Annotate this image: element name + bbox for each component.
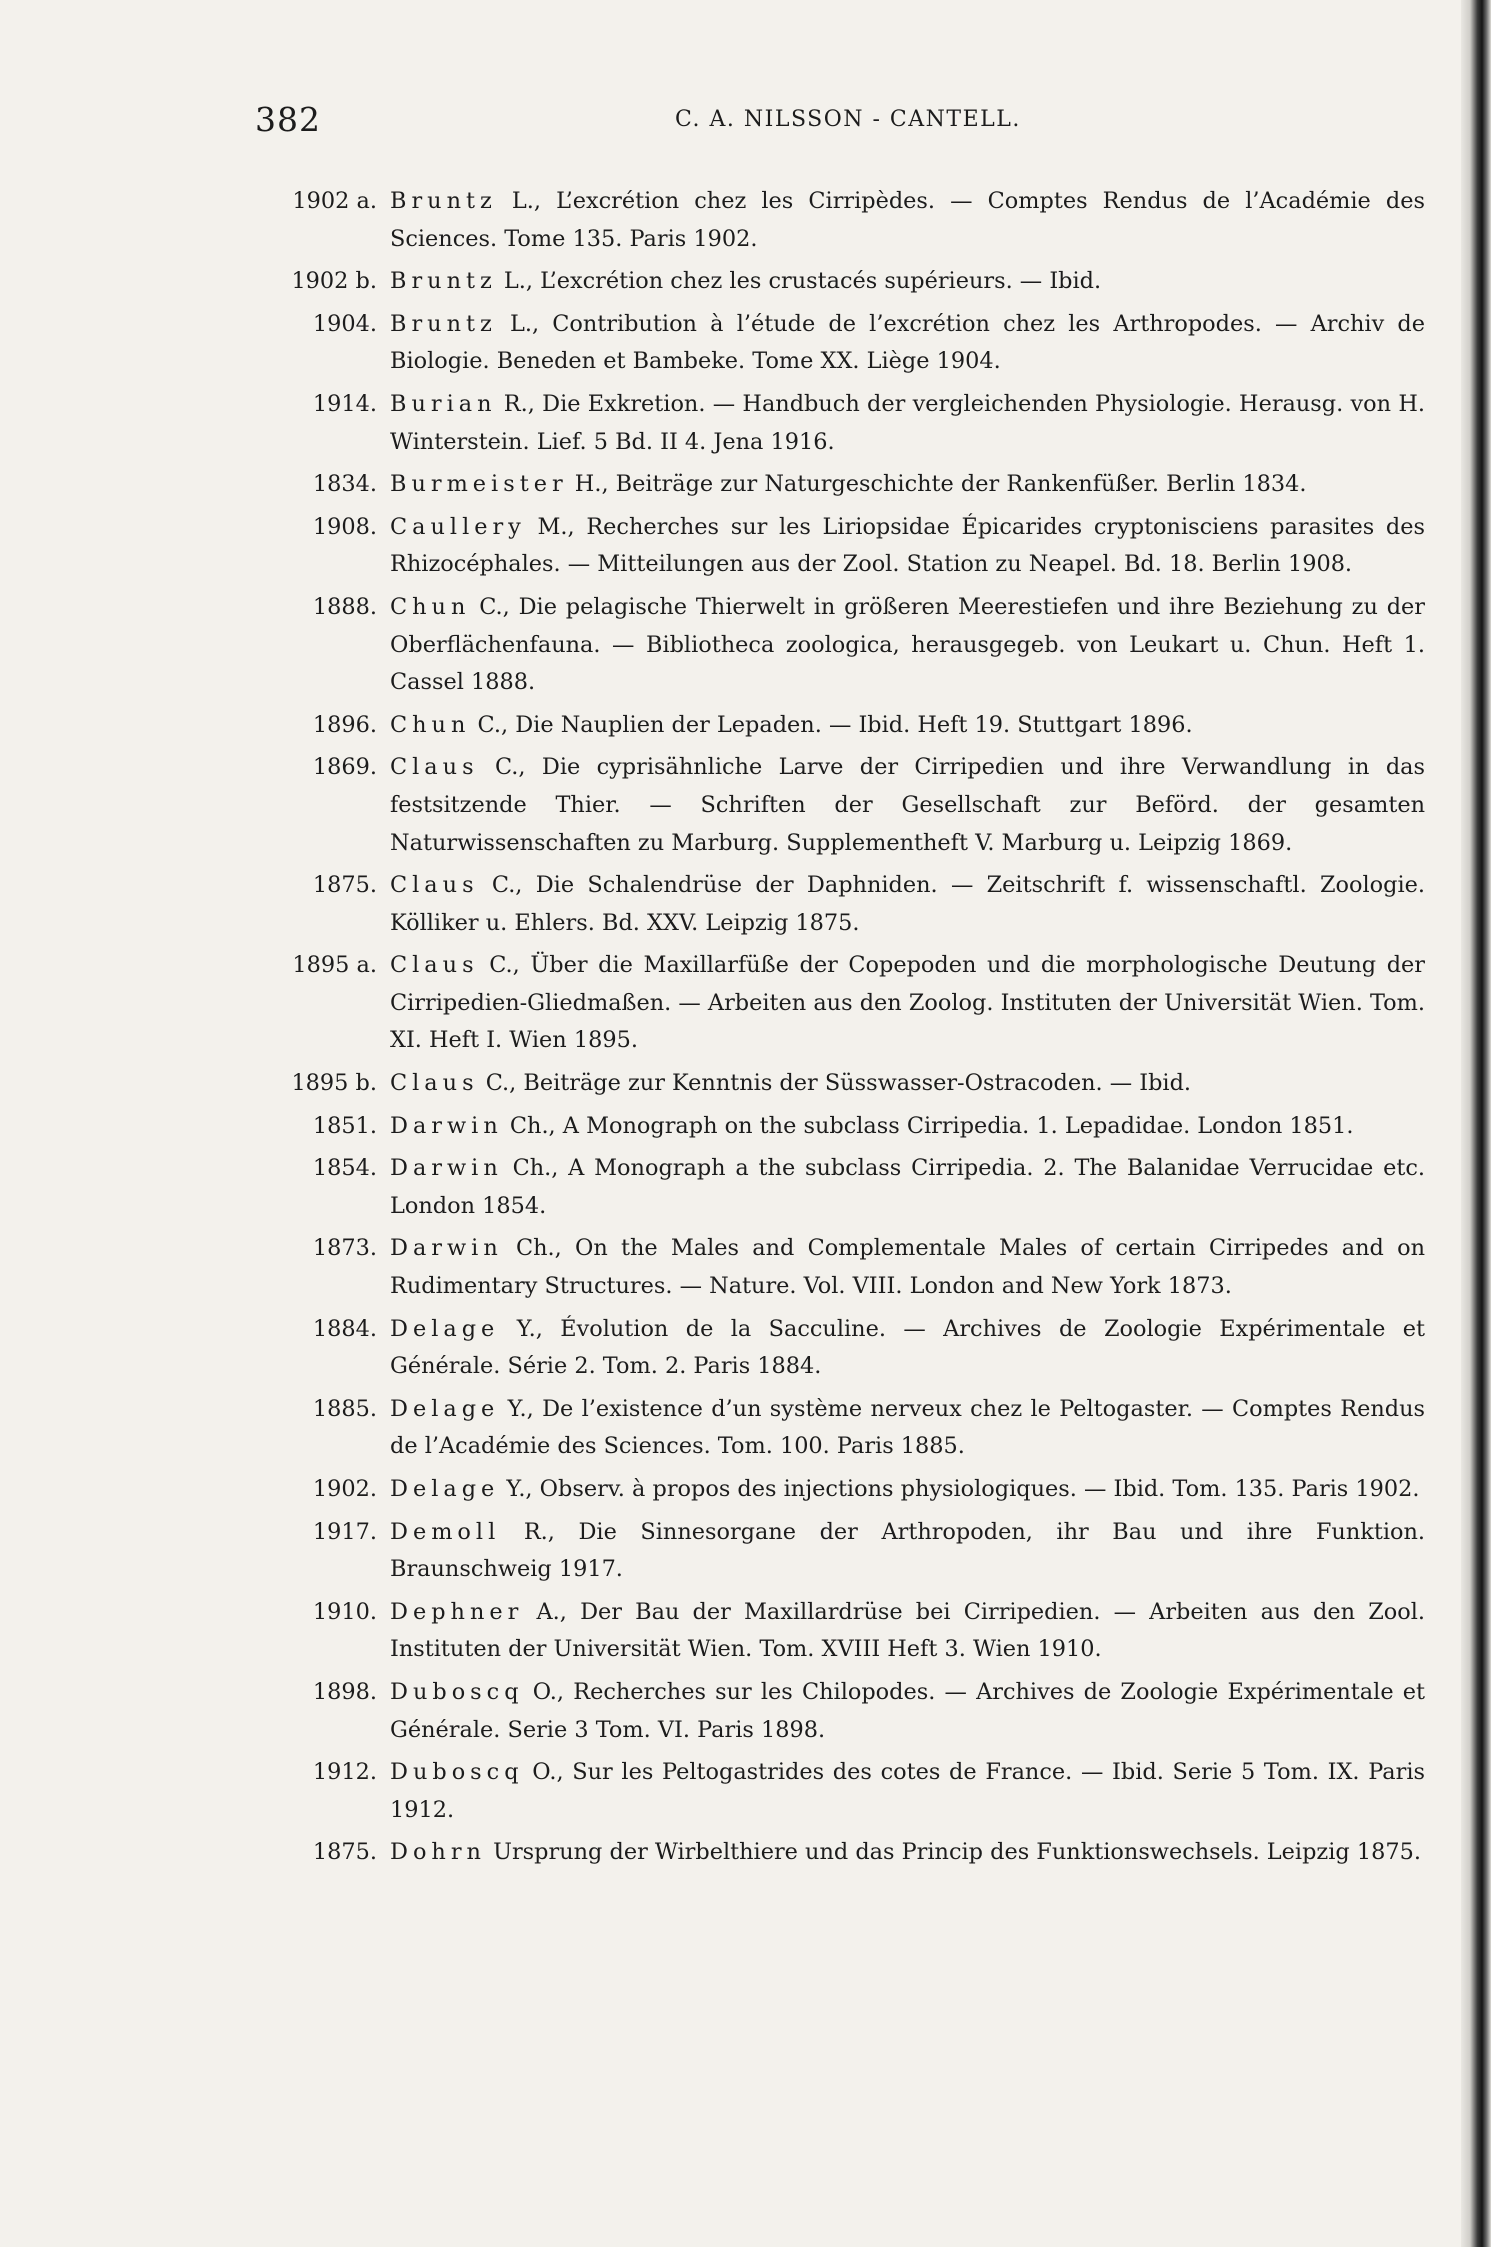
reference-year: 1902 b. xyxy=(291,268,377,295)
reference-year: 1854. xyxy=(312,1155,377,1182)
reference-entry xyxy=(255,183,1425,258)
reference-author: Bruntz xyxy=(390,188,497,214)
page-binding-edge xyxy=(1461,0,1491,2247)
reference-entry xyxy=(255,1108,1425,1146)
reference-year: 1898. xyxy=(312,1678,377,1705)
reference-entry xyxy=(255,1230,1425,1305)
reference-text: Y., Évolution de la Sacculine. — Archives de Zoologie Expérimentale et Générale. Série 2. Tom. 2. Paris 1884. xyxy=(390,1315,1425,1380)
reference-text: Ch., A Monograph on the subclass Cirripedia. 1. Lepadidae. London 1851. xyxy=(509,1112,1354,1139)
reference-text: C., Die Schalendrüse der Daphniden. — Zeitschrift f. wissenschaftl. Zoologie. Kölliker u. Ehlers. Bd. XXV. Leipzig 1875. xyxy=(390,872,1426,936)
reference-author: Claus xyxy=(390,872,479,899)
reference-author: Duboscq xyxy=(390,1678,524,1705)
reference-entry xyxy=(255,509,1425,584)
reference-text: C., Die cyprisähnliche Larve der Cirripedien und ihre Verwandlung in das festsitzende Thier. — Schriften der Gesellschaft zur Beförd. der gesamten Naturwissenschaften zu Marburg. Supplementheft V. Marburg u. Leipzig 1869. xyxy=(390,754,1425,856)
reference-author: Delage xyxy=(390,1315,500,1342)
reference-author: Duboscq xyxy=(390,1759,524,1786)
running-head: C. A. NILSSON - CANTELL. xyxy=(675,107,1021,132)
reference-entry xyxy=(255,589,1425,702)
reference-entry xyxy=(255,1311,1425,1386)
reference-author: Darwin xyxy=(390,1112,503,1139)
reference-author: Bruntz xyxy=(390,310,497,337)
reference-entry xyxy=(255,386,1425,461)
reference-author: Dephner xyxy=(390,1598,524,1625)
reference-entry xyxy=(255,263,1425,301)
reference-year: 1917. xyxy=(312,1518,377,1545)
reference-author: Demoll xyxy=(390,1518,501,1545)
reference-text: M., Recherches sur les Liriopsidae Épicarides cryptonisciens parasites des Rhizocéphales. — Mitteilungen aus der Zool. Station zu Neapel. Bd. 18. Berlin 1908. xyxy=(390,513,1426,578)
reference-entry xyxy=(255,1754,1425,1829)
reference-text: O., Recherches sur les Chilopodes. — Archives de Zoologie Expérimentale et Générale. Serie 3 Tom. VI. Paris 1898. xyxy=(390,1678,1425,1743)
reference-year: 1869. xyxy=(312,754,377,781)
reference-year: 1896. xyxy=(312,711,377,738)
reference-author: Claus xyxy=(390,1070,479,1097)
reference-entry xyxy=(255,947,1425,1060)
reference-entry xyxy=(255,1150,1425,1225)
reference-text: R., Die Sinnesorgane der Arthropoden, ihr Bau und ihre Funktion. Braunschweig 1917. xyxy=(390,1518,1426,1583)
reference-year: 1885. xyxy=(312,1395,377,1422)
reference-entry xyxy=(255,707,1425,745)
reference-entry xyxy=(255,749,1425,862)
reference-text: O., Sur les Peltogastrides des cotes de France. — Ibid. Serie 5 Tom. IX. Paris 1912. xyxy=(390,1759,1426,1823)
reference-entry xyxy=(255,306,1425,381)
page-header xyxy=(255,100,1435,150)
reference-author: Delage xyxy=(390,1395,500,1422)
reference-text: A., Der Bau der Maxillardrüse bei Cirripedien. — Arbeiten aus den Zool. Instituten der Universität Wien. Tom. XVIII Heft 3. Wien 1910. xyxy=(390,1598,1425,1663)
reference-text: C., Beiträge zur Kenntnis der Süsswasser-Ostracoden. — Ibid. xyxy=(485,1070,1192,1097)
reference-text: L., L’excrétion chez les Cirripèdes. — Comptes Rendus de l’Académie des Sciences. Tome 135. Paris 1902. xyxy=(390,188,1425,252)
reference-text: L., L’excrétion chez les crustacés supérieurs. — Ibid. xyxy=(503,268,1102,295)
reference-text: R., Die Exkretion. — Handbuch der vergleichenden Physiologie. Herausg. von H. Winterstein. Lief. 5 Bd. II 4. Jena 1916. xyxy=(390,390,1425,455)
reference-year: 1902. xyxy=(312,1476,377,1502)
reference-entry xyxy=(255,1065,1425,1103)
reference-author: Burmeister xyxy=(390,471,568,498)
reference-year: 1908. xyxy=(312,513,377,540)
reference-year: 1888. xyxy=(312,593,377,620)
reference-author: Darwin xyxy=(390,1235,503,1262)
reference-year: 1884. xyxy=(312,1315,377,1342)
bibliography-list xyxy=(255,183,1425,1877)
reference-author: Chun xyxy=(390,711,471,738)
reference-year: 1904. xyxy=(312,310,377,337)
reference-author: Claus xyxy=(390,754,479,781)
reference-text: Ch., A Monograph a the subclass Cirripedia. 2. The Balanidae Verrucidae etc. London 1854. xyxy=(390,1155,1426,1219)
reference-text: C., Die pelagische Thierwelt in größeren Meerestiefen und ihre Beziehung zu der Oberflächenfauna. — Bibliotheca zoologica, herausgegeb. von Leukart u. Chun. Heft 1. Cassel 1888. xyxy=(390,593,1425,696)
reference-entry xyxy=(255,867,1425,942)
reference-author: Darwin xyxy=(390,1155,503,1182)
reference-year: 1914. xyxy=(312,390,377,417)
reference-text: Y., De l’existence d’un système nerveux chez le Peltogaster. — Comptes Rendus de l’Académie des Sciences. Tom. 100. Paris 1885. xyxy=(390,1395,1425,1460)
reference-author: Delage xyxy=(390,1476,500,1502)
reference-author: Claus xyxy=(390,952,479,979)
reference-year: 1902 a. xyxy=(292,188,377,214)
reference-text: C., Die Nauplien der Lepaden. — Ibid. Heft 19. Stuttgart 1896. xyxy=(477,711,1193,738)
reference-year: 1875. xyxy=(312,872,377,899)
reference-entry xyxy=(255,1471,1425,1509)
reference-text: Ursprung der Wirbelthiere und das Princip des Funktionswechsels. Leipzig 1875. xyxy=(493,1839,1421,1866)
reference-year: 1895 a. xyxy=(292,952,377,979)
reference-author: Caullery xyxy=(390,513,526,540)
reference-year: 1895 b. xyxy=(291,1070,377,1097)
reference-entry xyxy=(255,466,1425,504)
reference-text: C., Über die Maxillarfüße der Copepoden und die morphologische Deutung der Cirripedien-Gliedmaßen. — Arbeiten aus den Zoolog. Instituten der Universität Wien. Tom. XI. Heft I. Wien 1895. xyxy=(390,952,1425,1054)
reference-year: 1912. xyxy=(312,1759,377,1786)
reference-entry xyxy=(255,1674,1425,1749)
reference-year: 1910. xyxy=(312,1598,377,1625)
reference-text: L., Contribution à l’étude de l’excrétion chez les Arthropodes. — Archiv de Biologie. Beneden et Bambeke. Tome XX. Liège 1904. xyxy=(390,310,1425,375)
reference-year: 1875. xyxy=(312,1839,377,1866)
reference-entry xyxy=(255,1594,1425,1669)
reference-text: H., Beiträge zur Naturgeschichte der Rankenfüßer. Berlin 1834. xyxy=(574,471,1307,498)
reference-entry xyxy=(255,1834,1425,1872)
reference-year: 1851. xyxy=(312,1112,377,1139)
reference-author: Dohrn xyxy=(390,1839,486,1866)
reference-year: 1873. xyxy=(312,1235,377,1262)
page-number: 382 xyxy=(255,100,321,139)
reference-entry xyxy=(255,1391,1425,1466)
reference-entry xyxy=(255,1514,1425,1589)
reference-author: Chun xyxy=(390,593,471,620)
reference-author: Bruntz xyxy=(390,268,497,295)
reference-text: Ch., On the Males and Complementale Males of certain Cirripedes and on Rudimentary Structures. — Nature. Vol. VIII. London and New York 1873. xyxy=(390,1235,1425,1300)
reference-year: 1834. xyxy=(312,471,377,498)
reference-author: Burian xyxy=(390,390,497,417)
reference-text: Y., Observ. à propos des injections physiologiques. — Ibid. Tom. 135. Paris 1902. xyxy=(506,1476,1420,1502)
